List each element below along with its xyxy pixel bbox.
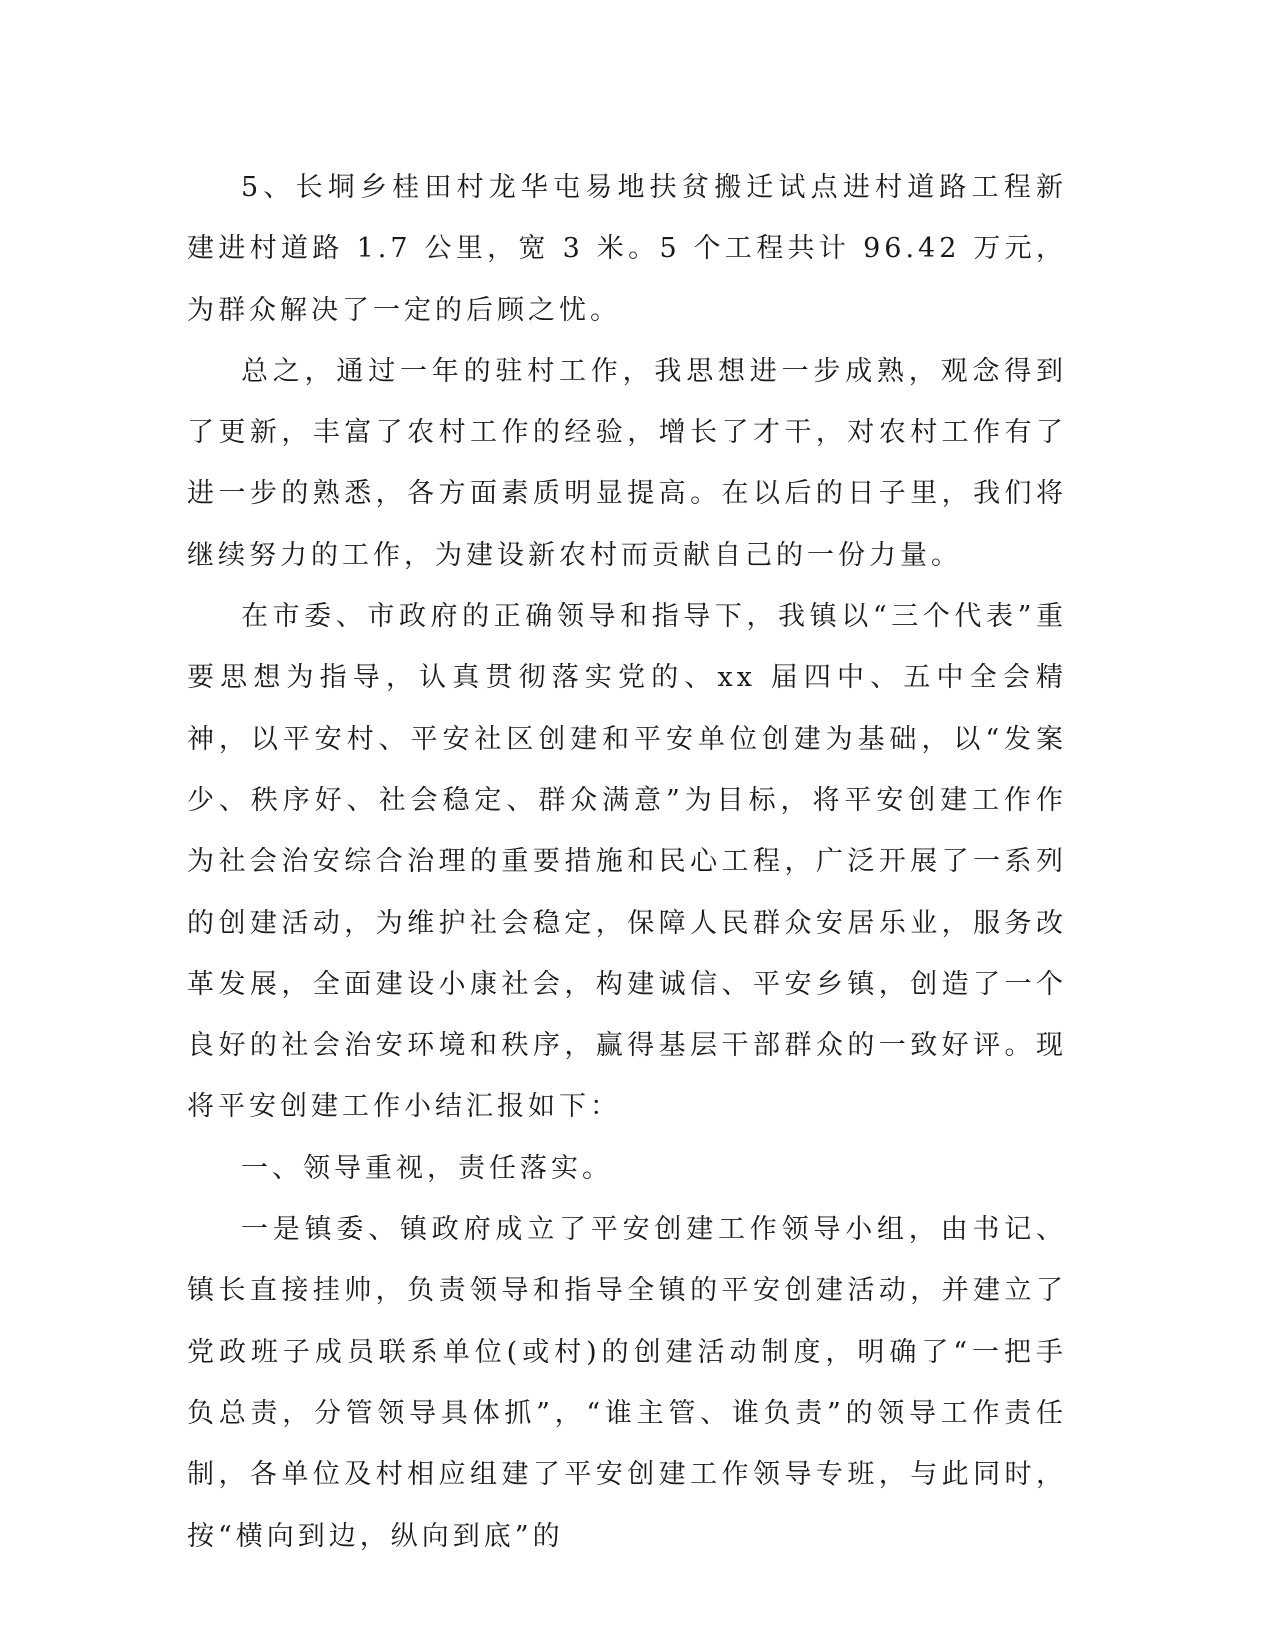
paragraph-leadership-detail: 一是镇委、镇政府成立了平安创建工作领导小组，由书记、镇长直接挂帅，负责领导和指导全镇的平安创建活动，并建立了党政班子成员联系单位(或村)的创建活动制度，明确了“一把手负总责，分管领导具体抓”，“谁主管、谁负责”的领导工作责任制，各单位及村相应组建了平安创建工作领导专班，与此同时，按“横向到边，纵向到底”的 <box>187 1214 1067 1552</box>
section-heading-leadership: 一、领导重视，责任落实。 <box>241 1152 613 1184</box>
paragraph-project-5: 5、长垌乡桂田村龙华屯易地扶贫搬迁试点进村道路工程新建进村道路 1.7 公里，宽 3 米。5 个工程共计 96.42 万元，为群众解决了一定的后顾之忧。 <box>187 172 1067 326</box>
document-body <box>187 157 1067 1567</box>
paragraph-summary: 总之，通过一年的驻村工作，我思想进一步成熟，观念得到了更新，丰富了农村工作的经验，增长了才干，对农村工作有了进一步的熟悉，各方面素质明显提高。在以后的日子里，我们将继续努力的工作，为建设新农村而贡献自己的一份力量。 <box>187 355 1067 571</box>
paragraph-safety-intro: 在市委、市政府的正确领导和指导下，我镇以“三个代表”重要思想为指导，认真贯彻落实党的、xx 届四中、五中全会精神，以平安村、平安社区创建和平安单位创建为基础，以“发案少、秩序好、社会稳定、群众满意”为目标，将平安创建工作作为社会治安综合治理的重要措施和民心工程，广泛开展了一系列的创建活动，为维护社会稳定，保障人民群众安居乐业，服务改革发展，全面建设小康社会，构建诚信、平安乡镇，创造了一个良好的社会治安环境和秩序，赢得基层干部群众的一致好评。现将平安创建工作小结汇报如下： <box>187 601 1067 1123</box>
